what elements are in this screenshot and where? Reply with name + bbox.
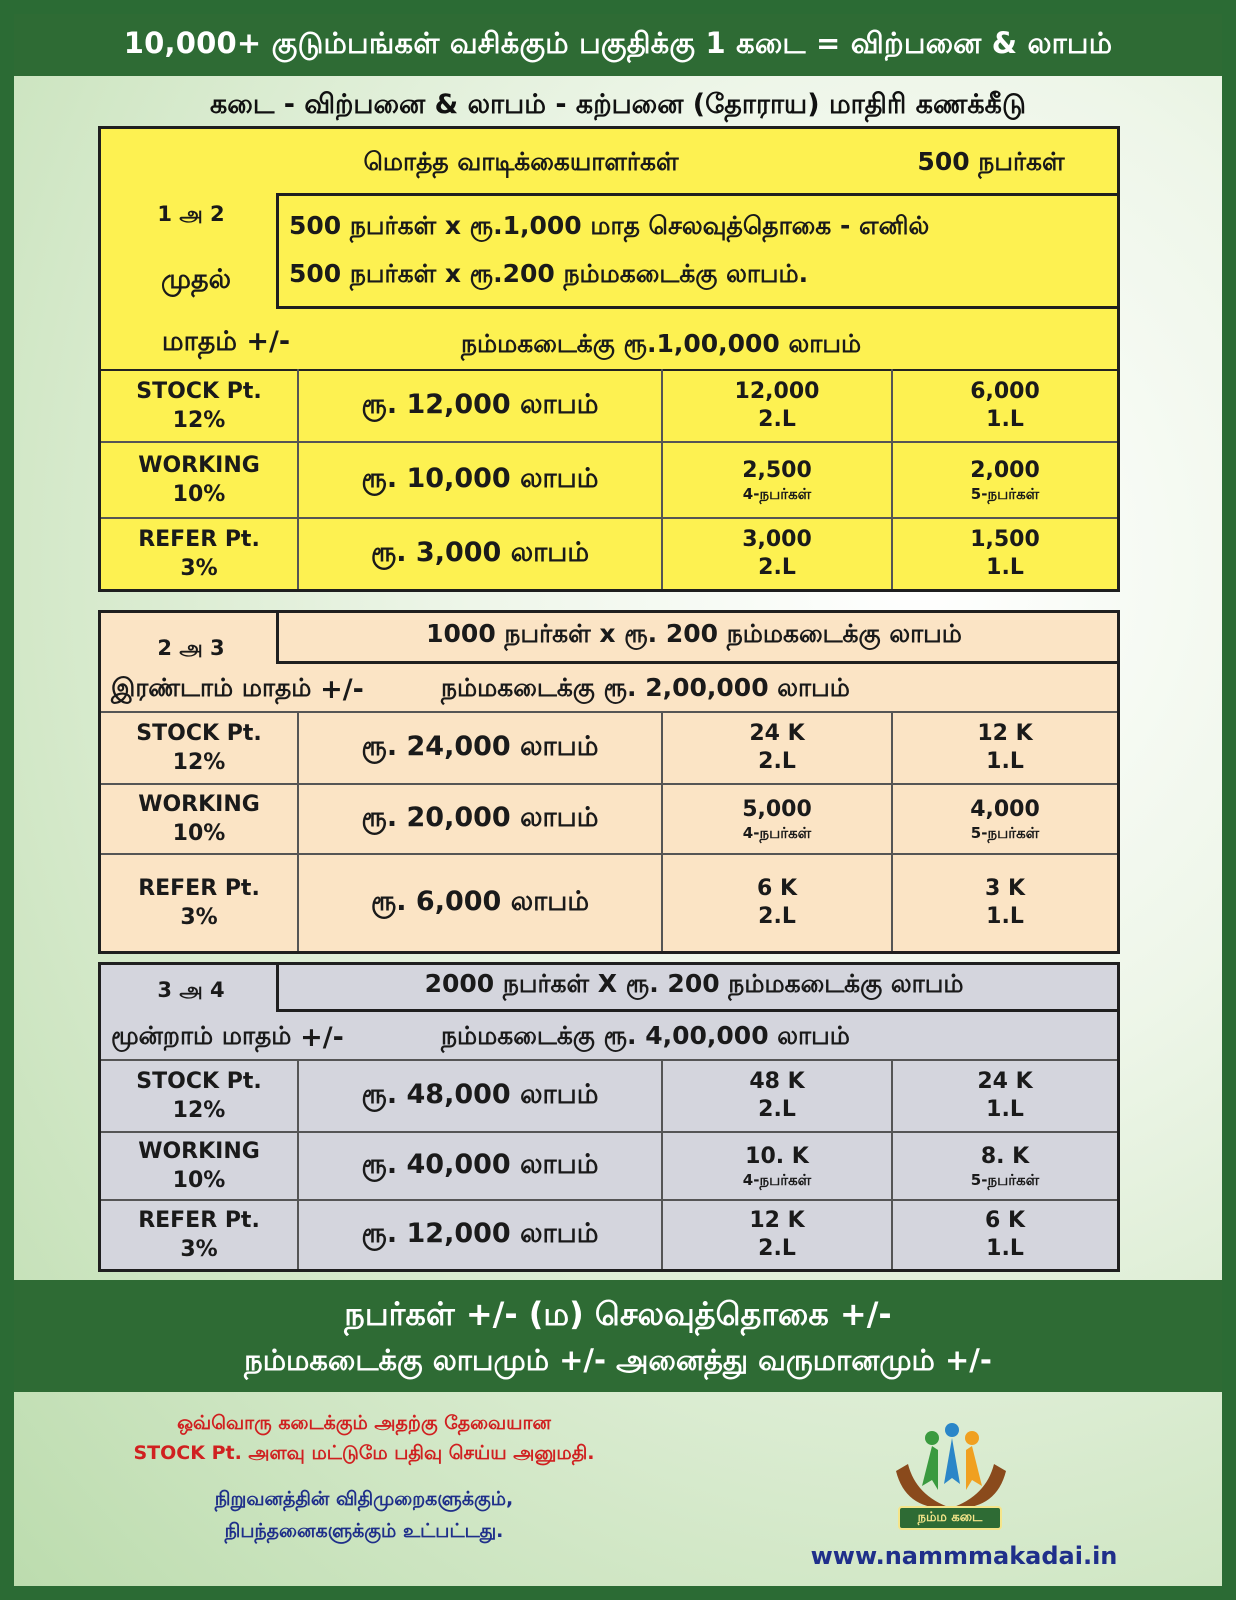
working-col2: 4,000 5-நபர்கள் xyxy=(970,797,1040,842)
subtitle: கடை - விற்பனை & லாபம் - கற்பனை (தோராய) மாதிரி கணக்கீடு xyxy=(210,88,1026,120)
stock-point-profit: ரூ. 24,000 லாபம் xyxy=(361,730,599,762)
period-word-first: முதல் xyxy=(161,263,231,295)
poster xyxy=(14,14,1222,1586)
working-col1: 2,500 4-நபர்கள் xyxy=(742,458,812,503)
month3-profit-line: நம்மகடைக்கு ரூ. 4,00,000 லாபம் xyxy=(441,1020,850,1050)
stock-point-col1: 12,000 2.L xyxy=(734,379,820,432)
working-col2: 2,000 5-நபர்கள் xyxy=(970,458,1040,503)
working-label: WORKING 10% xyxy=(138,1139,260,1193)
month2-block xyxy=(98,610,1120,954)
stock-point-col1: 24 K 2.L xyxy=(749,721,805,774)
refer-point-label: REFER Pt. 3% xyxy=(138,527,260,581)
calc-line: 2000 நபர்கள் X ரூ. 200 நம்மகடைக்கு லாபம் xyxy=(424,968,964,998)
stock-point-col2: 24 K 1.L xyxy=(977,1069,1033,1122)
refer-point-profit: ரூ. 12,000 லாபம் xyxy=(361,1217,599,1249)
calc-box xyxy=(276,962,1120,1012)
stock-note-line-1: ஒவ்வொரு கடைக்கும் அதற்கு தேவையான xyxy=(177,1412,551,1434)
working-col2: 8. K 5-நபர்கள் xyxy=(970,1144,1040,1189)
month3-block xyxy=(98,962,1120,1272)
calc-line-1: 500 நபர்கள் x ரூ.1,000 மாத செலவுத்தொகை - எனில் xyxy=(289,210,930,240)
refer-point-label: REFER Pt. 3% xyxy=(138,876,260,930)
stock-point-col2: 12 K 1.L xyxy=(977,721,1033,774)
refer-point-col1: 3,000 2.L xyxy=(742,527,812,580)
logo-label: நம்ம கடை xyxy=(898,1506,1002,1530)
calc-line: 1000 நபர்கள் x ரூ. 200 நம்மகடைக்கு லாபம் xyxy=(426,618,962,648)
working-profit: ரூ. 40,000 லாபம் xyxy=(361,1148,599,1180)
bottom-banner-line-2: நம்மகடைக்கு லாபமும் +/- அனைத்து வருமானமும் +/- xyxy=(244,1343,992,1377)
terms-note-line-1: நிறுவனத்தின் விதிமுறைகளுக்கும், xyxy=(214,1488,514,1510)
period-word-month: மாதம் +/- xyxy=(161,325,291,357)
stock-point-col1: 48 K 2.L xyxy=(749,1069,805,1122)
terms-note-line-2: நிபந்தனைகளுக்கும் உட்பட்டது. xyxy=(224,1520,504,1542)
refer-point-col2: 3 K 1.L xyxy=(984,876,1025,929)
month2-profit-line: நம்மகடைக்கு ரூ. 2,00,000 லாபம் xyxy=(441,672,850,702)
refer-point-col2: 1,500 1.L xyxy=(970,527,1040,580)
refer-point-label: REFER Pt. 3% xyxy=(138,1208,260,1262)
stock-point-profit: ரூ. 48,000 லாபம் xyxy=(361,1078,599,1110)
stock-point-col2: 6,000 1.L xyxy=(970,379,1040,432)
refer-point-col2: 6 K 1.L xyxy=(984,1208,1025,1261)
bottom-banner xyxy=(14,1280,1222,1392)
working-label: WORKING 10% xyxy=(138,453,260,507)
calc-box xyxy=(276,193,1120,309)
refer-point-profit: ரூ. 6,000 லாபம் xyxy=(370,885,590,917)
refer-point-col1: 12 K 2.L xyxy=(749,1208,805,1261)
website-link[interactable]: www.nammmakadai.in xyxy=(810,1542,1118,1570)
bottom-banner-line-1: நபர்கள் +/- (ம) செலவுத்தொகை +/- xyxy=(344,1295,892,1333)
working-profit: ரூ. 10,000 லாபம் xyxy=(361,462,599,494)
calc-line-2: 500 நபர்கள் x ரூ.200 நம்மகடைக்கு லாபம். xyxy=(289,258,809,288)
month-label: மூன்றாம் மாதம் +/- xyxy=(111,1020,344,1053)
working-col1: 5,000 4-நபர்கள் xyxy=(742,797,812,842)
stock-point-profit: ரூ. 12,000 லாபம் xyxy=(361,388,599,420)
stock-point-label: STOCK Pt. 12% xyxy=(136,721,262,775)
top-banner: 10,000+ குடும்பங்கள் வசிக்கும் பகுதிக்கு 1 கடை = விற்பனை & லாபம் xyxy=(14,14,1222,76)
period-range: 2 அ 3 xyxy=(157,635,225,660)
refer-point-profit: ரூ. 3,000 லாபம் xyxy=(370,536,590,568)
month1-block xyxy=(98,126,1120,592)
stock-note-line-2: STOCK Pt. அளவு மட்டுமே பதிவு செய்ய அனுமதி. xyxy=(133,1442,595,1464)
calc-box xyxy=(276,610,1120,664)
working-profit: ரூ. 20,000 லாபம் xyxy=(361,801,599,833)
refer-point-col1: 6 K 2.L xyxy=(756,876,797,929)
total-customers-value: 500 நபர்கள் xyxy=(917,146,1065,176)
working-label: WORKING 10% xyxy=(138,792,260,846)
total-customers-label: மொத்த வாடிக்கையாளர்கள் xyxy=(363,146,679,176)
stock-point-label: STOCK Pt. 12% xyxy=(136,379,262,433)
month-label: இரண்டாம் மாதம் +/- xyxy=(111,672,364,705)
period-range: 3 அ 4 xyxy=(157,977,225,1002)
stock-point-label: STOCK Pt. 12% xyxy=(136,1069,262,1123)
period-range: 1 அ 2 xyxy=(157,201,225,226)
month1-profit-line: நம்மகடைக்கு ரூ.1,00,000 லாபம் xyxy=(460,328,862,358)
working-col1: 10. K 4-நபர்கள் xyxy=(742,1144,812,1189)
